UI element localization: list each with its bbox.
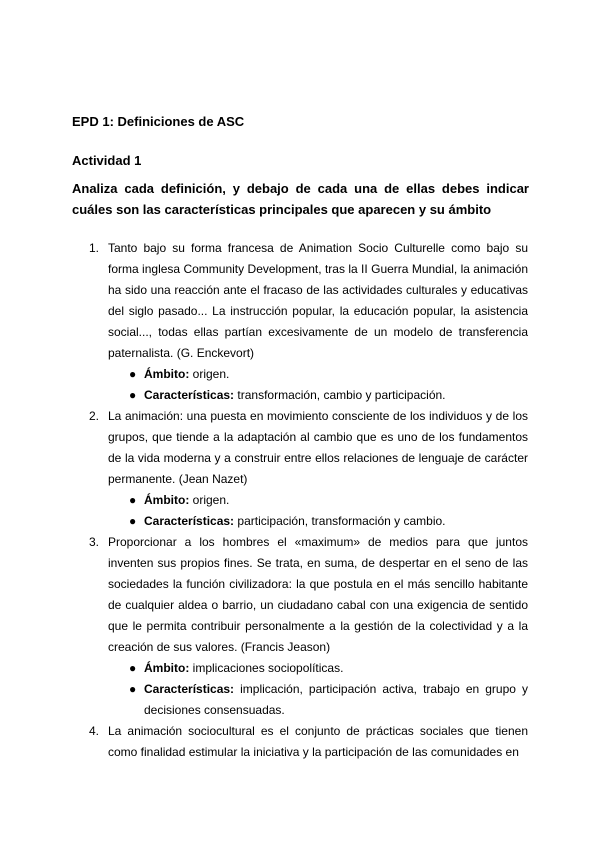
bullet-dot-icon: ●	[129, 661, 137, 675]
analysis-bullets	[108, 658, 528, 721]
definition-text: Tanto bajo su forma francesa de Animation Socio Culturelle como bajo su forma inglesa Community Development, tras la II Guerra Mundial, la animación ha sido una reacción ante el fracaso de las actividades culturales y educativas del siglo pasado... La instrucción popular, la educación popular, la asistencia social..., todas ellas partían excesivamente de un modelo de transferencia paternalista. (G. Enckevort)	[108, 241, 528, 360]
bullet-dot-icon: ●	[129, 388, 137, 402]
definitions-list	[0, 238, 600, 763]
document-title: EPD 1: Definiciones de ASC	[72, 114, 245, 129]
ambito-bullet	[108, 490, 528, 511]
caracteristicas-label: Características:	[144, 388, 235, 402]
definition-number: 1.	[89, 241, 100, 255]
ambito-value: implicaciones sociopolíticas.	[192, 661, 344, 675]
caracteristicas-bullet	[108, 511, 528, 532]
definition-item-4	[0, 721, 600, 763]
definition-item-2	[0, 406, 600, 532]
analysis-bullets	[108, 490, 528, 532]
activity-heading: Actividad 1	[72, 153, 142, 168]
caracteristicas-value: implicación, participación activa, trabajo en grupo y decisiones consensuadas.	[144, 682, 528, 717]
ambito-value: origen.	[192, 367, 230, 381]
definition-number: 4.	[89, 724, 100, 738]
ambito-value: origen.	[192, 493, 230, 507]
bullet-dot-icon: ●	[129, 682, 137, 696]
definition-text: Proporcionar a los hombres el «maximum» de medios para que juntos inventen sus propios fines. Se trata, en suma, de despertar en el seno de las sociedades la función civilizadora: la que postula en el más sencillo habitante de cualquier aldea o barrio, un ciudadano cabal con una exigencia de sentido que le permita contribuir personalmente a la gestión de la colectividad y a la creación de sus valores. (Francis Jeason)	[108, 535, 528, 654]
ambito-label: Ámbito:	[144, 367, 190, 381]
ambito-label: Ámbito:	[144, 493, 190, 507]
caracteristicas-bullet	[108, 679, 528, 721]
caracteristicas-value: transformación, cambio y participación.	[237, 388, 446, 402]
bullet-dot-icon: ●	[129, 514, 137, 528]
bullet-dot-icon: ●	[129, 367, 137, 381]
definition-item-3	[0, 532, 600, 721]
analysis-bullets	[108, 364, 528, 406]
definition-number: 3.	[89, 535, 100, 549]
ambito-bullet	[108, 364, 528, 385]
definition-item-1	[0, 238, 600, 406]
caracteristicas-label: Características:	[144, 514, 235, 528]
caracteristicas-bullet	[108, 385, 528, 406]
ambito-label: Ámbito:	[144, 661, 190, 675]
definition-text: La animación sociocultural es el conjunto de prácticas sociales que tienen como finalidad estimular la iniciativa y la participación de las comunidades en	[108, 724, 528, 759]
ambito-bullet	[108, 658, 528, 679]
definition-number: 2.	[89, 409, 100, 423]
caracteristicas-label: Características:	[144, 682, 235, 696]
activity-instructions: Analiza cada definición, y debajo de cada una de ellas debes indicar cuáles son las características principales que aparecen y su ámbito	[72, 181, 529, 217]
bullet-dot-icon: ●	[129, 493, 137, 507]
caracteristicas-value: participación, transformación y cambio.	[237, 514, 446, 528]
definition-text: La animación: una puesta en movimiento consciente de los individuos y de los grupos, que tiende a la adaptación al cambio que es uno de los fundamentos de la vida moderna y a construir entre ellos relaciones de lenguaje de carácter permanente. (Jean Nazet)	[108, 409, 528, 486]
